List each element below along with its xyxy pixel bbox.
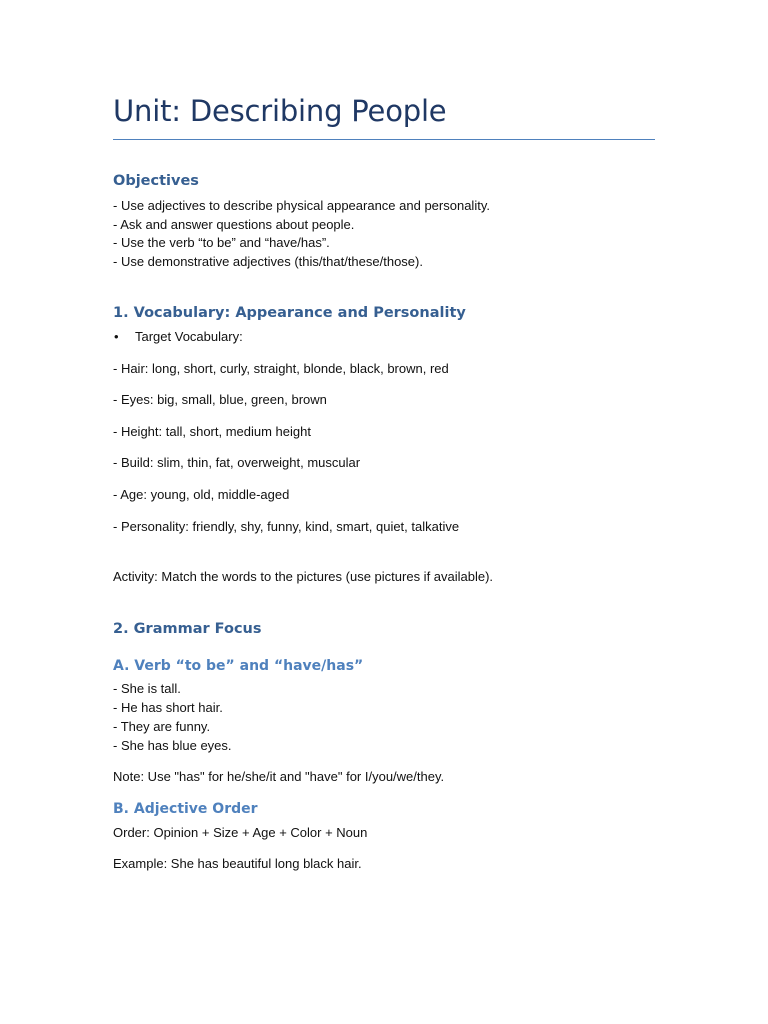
- grammar-example: - He has short hair.: [113, 700, 223, 715]
- vocabulary-item-height: - Height: tall, short, medium height: [113, 424, 311, 439]
- objectives-heading: Objectives: [113, 173, 199, 189]
- grammar-example: - They are funny.: [113, 719, 211, 734]
- vocabulary-item-hair: - Hair: long, short, curly, straight, blonde, black, brown, red: [113, 361, 449, 376]
- vocabulary-item-age: - Age: young, old, middle-aged: [113, 487, 290, 502]
- grammar-section-b-heading: B. Adjective Order: [113, 801, 258, 817]
- vocabulary-item-build: - Build: slim, thin, fat, overweight, muscular: [113, 455, 361, 470]
- grammar-section-a-heading: A. Verb “to be” and “have/has”: [113, 658, 364, 674]
- objective-item: - Use adjectives to describe physical appearance and personality.: [113, 198, 490, 213]
- objective-item: - Ask and answer questions about people.: [113, 217, 355, 232]
- objective-item: - Use demonstrative adjectives (this/that/these/those).: [113, 254, 423, 269]
- adjective-order-rule: Order: Opinion + Size + Age + Color + Noun: [113, 825, 368, 840]
- target-vocabulary-label: Target Vocabulary:: [135, 329, 243, 344]
- bullet-icon: •: [114, 329, 119, 344]
- objective-item: - Use the verb “to be” and “have/has”.: [113, 235, 330, 250]
- vocabulary-heading: 1. Vocabulary: Appearance and Personality: [113, 305, 466, 321]
- grammar-heading: 2. Grammar Focus: [113, 621, 262, 637]
- title-underline: [113, 139, 655, 140]
- grammar-note: Note: Use "has" for he/she/it and "have" for I/you/we/they.: [113, 769, 445, 784]
- vocabulary-item-personality: - Personality: friendly, shy, funny, kind, smart, quiet, talkative: [113, 519, 460, 534]
- vocabulary-item-eyes: - Eyes: big, small, blue, green, brown: [113, 392, 327, 407]
- adjective-order-example: Example: She has beautiful long black hair.: [113, 856, 362, 871]
- grammar-example: - She has blue eyes.: [113, 738, 232, 753]
- grammar-example: - She is tall.: [113, 681, 181, 696]
- vocabulary-activity: Activity: Match the words to the pictures (use pictures if available).: [113, 569, 494, 584]
- page-title: Unit: Describing People: [113, 94, 447, 128]
